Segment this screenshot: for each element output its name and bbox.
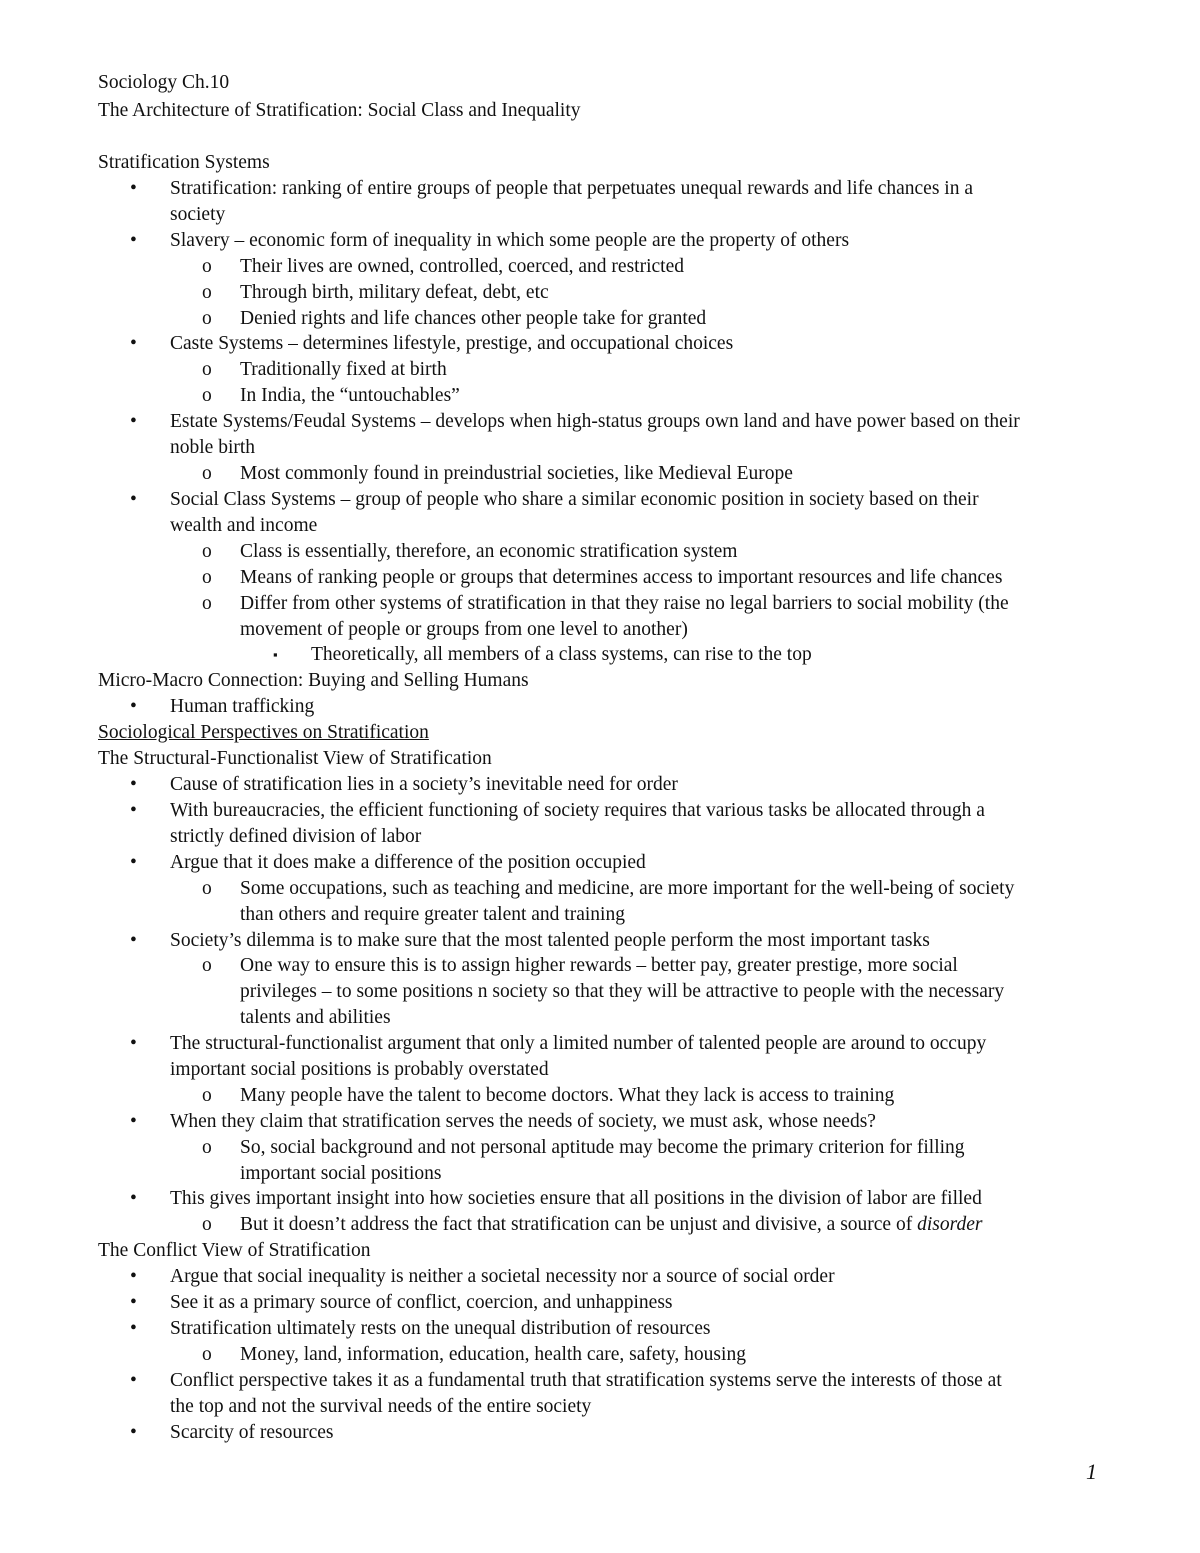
section-heading: Micro-Macro Connection: Buying and Selling Humans xyxy=(98,670,529,691)
sub-bullet-marker: o xyxy=(202,359,212,380)
sub-list-item: Traditionally fixed at birth xyxy=(240,359,447,380)
bullet-marker: • xyxy=(130,1370,137,1391)
sub-list-item-continuation: than others and require greater talent and training xyxy=(240,904,625,925)
sub-list-item: In India, the “untouchables” xyxy=(240,385,460,406)
list-item: See it as a primary source of conflict, coercion, and unhappiness xyxy=(170,1292,673,1313)
sub-list-item: Money, land, information, education, health care, safety, housing xyxy=(240,1344,746,1365)
bullet-marker: • xyxy=(130,1033,137,1054)
course-title: Sociology Ch.10 xyxy=(98,72,230,93)
section-heading-underlined: Sociological Perspectives on Stratification xyxy=(98,722,429,743)
list-item: Estate Systems/Feudal Systems – develops when high-status groups own land and have power based on their xyxy=(170,411,1020,432)
sub-list-item: Many people have the talent to become doctors. What they lack is access to training xyxy=(240,1085,895,1106)
list-item-continuation: society xyxy=(170,204,226,225)
bullet-marker: • xyxy=(130,1188,137,1209)
bullet-marker: • xyxy=(130,930,137,951)
page-number: 1 xyxy=(1086,1459,1097,1484)
sub-list-item-continuation: privileges – to some positions n society so that they will be attractive to people with the necessary xyxy=(240,981,1005,1002)
list-item: Social Class Systems – group of people who share a similar economic position in society based on their xyxy=(170,489,979,510)
sub-bullet-marker: o xyxy=(202,385,212,406)
bullet-marker: • xyxy=(130,411,137,432)
sub-list-item-continuation: talents and abilities xyxy=(240,1007,391,1028)
sub-bullet-marker: o xyxy=(202,541,212,562)
sub-bullet-marker: o xyxy=(202,1344,212,1365)
list-item-continuation: important social positions is probably overstated xyxy=(170,1059,549,1080)
list-item: Argue that social inequality is neither a societal necessity nor a source of social order xyxy=(170,1266,835,1287)
section-heading: The Structural-Functionalist View of Stratification xyxy=(98,748,492,769)
sub-list-item: Their lives are owned, controlled, coerced, and restricted xyxy=(240,256,684,277)
bullet-marker: • xyxy=(130,800,137,821)
sub-list-item-continuation: movement of people or groups from one level to another) xyxy=(240,619,688,640)
sub-bullet-marker: o xyxy=(202,1214,212,1235)
sub-bullet-marker: o xyxy=(202,256,212,277)
list-item: When they claim that stratification serves the needs of society, we must ask, whose needs? xyxy=(170,1111,876,1132)
bullet-marker: • xyxy=(130,696,137,717)
sub-list-item: One way to ensure this is to assign higher rewards – better pay, greater prestige, more social xyxy=(240,955,958,976)
bullet-marker: • xyxy=(130,774,137,795)
bullet-marker: • xyxy=(130,333,137,354)
sub-sub-list-item: Theoretically, all members of a class systems, can rise to the top xyxy=(311,644,812,665)
emphasis-text: disorder xyxy=(917,1214,983,1235)
bullet-marker: • xyxy=(130,852,137,873)
list-item: Cause of stratification lies in a society’s inevitable need for order xyxy=(170,774,678,795)
sub-bullet-marker: o xyxy=(202,567,212,588)
sub-bullet-marker: o xyxy=(202,1137,212,1158)
list-item: Conflict perspective takes it as a fundamental truth that stratification systems serve the interests of those at xyxy=(170,1370,1002,1391)
sub-list-item: Denied rights and life chances other people take for granted xyxy=(240,308,707,329)
sub-bullet-marker: o xyxy=(202,1085,212,1106)
list-item-continuation: wealth and income xyxy=(170,515,318,536)
list-item: Scarcity of resources xyxy=(170,1422,334,1443)
sub-bullet-marker: o xyxy=(202,955,212,976)
list-item-continuation: strictly defined division of labor xyxy=(170,826,422,847)
list-item: Slavery – economic form of inequality in which some people are the property of others xyxy=(170,230,850,251)
sub-bullet-marker: o xyxy=(202,463,212,484)
list-item: Stratification ultimately rests on the unequal distribution of resources xyxy=(170,1318,711,1339)
bullet-marker: • xyxy=(130,489,137,510)
list-item: This gives important insight into how societies ensure that all positions in the division of labor are filled xyxy=(170,1188,982,1209)
sub-bullet-marker: o xyxy=(202,593,212,614)
sub-list-item-text: But it doesn’t address the fact that stratification can be unjust and divisive, a source of xyxy=(240,1214,918,1235)
sub-bullet-marker: o xyxy=(202,308,212,329)
bullet-marker: • xyxy=(130,1318,137,1339)
list-item: Argue that it does make a difference of the position occupied xyxy=(170,852,646,873)
sub-bullet-marker: o xyxy=(202,878,212,899)
bullet-marker: • xyxy=(130,1266,137,1287)
bullet-marker: • xyxy=(130,178,137,199)
sub-bullet-marker: o xyxy=(202,282,212,303)
bullet-marker: • xyxy=(130,1422,137,1443)
bullet-marker: • xyxy=(130,230,137,251)
sub-list-item: Differ from other systems of stratification in that they raise no legal barriers to social mobility (the xyxy=(240,593,1009,614)
sub-list-item: Through birth, military defeat, debt, etc xyxy=(240,282,549,303)
list-item: Caste Systems – determines lifestyle, prestige, and occupational choices xyxy=(170,333,734,354)
sub-list-item: Most commonly found in preindustrial societies, like Medieval Europe xyxy=(240,463,793,484)
sub-list-item xyxy=(240,1212,982,1238)
list-item: With bureaucracies, the efficient functioning of society requires that various tasks be allocated through a xyxy=(170,800,985,821)
sub-list-item: So, social background and not personal aptitude may become the primary criterion for filling xyxy=(240,1137,965,1158)
list-item: The structural-functionalist argument that only a limited number of talented people are around to occupy xyxy=(170,1033,987,1054)
section-heading: The Conflict View of Stratification xyxy=(98,1240,371,1261)
list-item-continuation: noble birth xyxy=(170,437,256,458)
sub-list-item-continuation: important social positions xyxy=(240,1163,442,1184)
sub-sub-bullet-marker: ▪ xyxy=(273,647,278,662)
sub-list-item: Class is essentially, therefore, an economic stratification system xyxy=(240,541,738,562)
bullet-marker: • xyxy=(130,1292,137,1313)
chapter-title: The Architecture of Stratification: Social Class and Inequality xyxy=(98,100,581,121)
list-item: Human trafficking xyxy=(170,696,315,717)
bullet-marker: • xyxy=(130,1111,137,1132)
list-item: Stratification: ranking of entire groups of people that perpetuates unequal rewards and life chances in a xyxy=(170,178,973,199)
list-item: Society’s dilemma is to make sure that the most talented people perform the most important tasks xyxy=(170,930,930,951)
sub-list-item: Means of ranking people or groups that determines access to important resources and life chances xyxy=(240,567,1003,588)
sub-list-item: Some occupations, such as teaching and medicine, are more important for the well-being of society xyxy=(240,878,1015,899)
section-heading: Stratification Systems xyxy=(98,152,270,173)
list-item-continuation: the top and not the survival needs of the entire society xyxy=(170,1396,592,1417)
